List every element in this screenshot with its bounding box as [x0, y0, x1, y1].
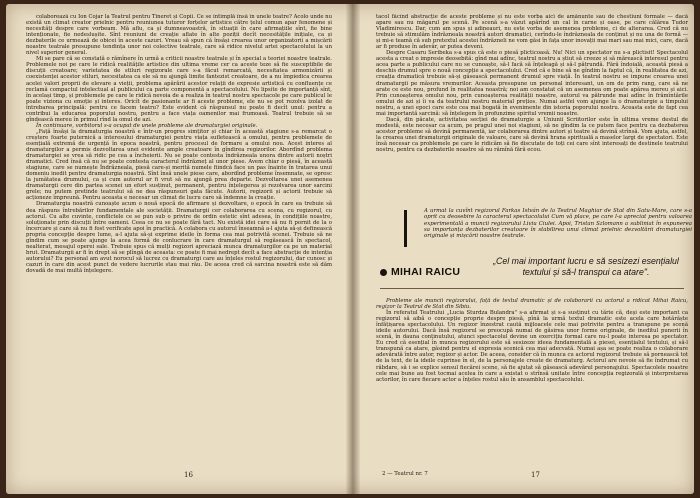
right-paragraph-italic: Probleme ale muncii regizorului, față de textul dramatic și de colaborarii cu actorul a ridicat Mihai Raicu, regizor la Teatrul de Stat din Sibiu. — [376, 298, 688, 311]
left-page-number: 16 — [184, 471, 193, 479]
pull-quote: „Cel mai important lucru e să sesizezi esențialul textului și să-l transpui ca atare". — [493, 256, 679, 277]
bullet-icon — [380, 269, 387, 276]
right-page — [360, 4, 694, 494]
footer-label: 2 — Teatrul nr. 7 — [382, 471, 428, 477]
right-paragraph: În referatul Teatrului „Lucia Sturdza Bulandra" s-a afirmat și s-a susținut cu tărie că, deși este important ca regizorul să aibă o concepție proprie despre piesă, pînă la urmă textul dramatic este acela care hotărăște înfățișarea spectacolului. Un regizor înzestrat caută mijloacele cele mai potrivite pentru a transpune pe scenă ideile autorului. Dacă însă regizorul se preocupă numai de găsirea unor forme originale, de ineditul punerii în scenă, în dauna conținutului, atunci spectacolul devine un exercițiu formal care nu-l poate interesa pe spectator. Eu cred că esențial în munca regizorului este să sesizeze ideea fundamentală a piesei, esențialul textului, și să-l transpună ca atare, găsind pentru el expresia scenică cea mai adecvată. Numai așa se poate realiza o colaborare adevărată între autor, regizor și actor. De aceea, consider că în munca cu actorul regizorul trebuie să pornească tot de la text, de la ideile cuprinse în el, de la personajele create de dramaturg. Actorul are nevoie să fie îndrumat cu răbdare, să i se explice sensul fiecărei scene, să fie ajutat să găsească adevărul personajului. Spectacolele noastre cele mai bune au fost tocmai acelea în care a existat o strînsă unitate între concepția regizorală și interpretarea actorilor, în care fiecare actor a înțeles rostul său în ansamblul spectacolului. — [376, 310, 688, 383]
left-paragraph: colaborează cu Ion Cojar la Teatrul pentru Tineret și Copii. Ce se întîmplă însă în unele teatre? Acolo unde nu există un climat creator prielnic pentru reuniunea tuturor forțelor artistice către țelul comun apar fenomene și necesități despre care vorbeam. Mă aflu, ca și dumneavoastră, în situații în care afirmațiile sînt, fie bine intenționate, fie nedeslușite. Sînt reuniuni de creație aflate în alte poziții decît necesitățile inițiale, ca și dezbaterile ce urmează de obicei în aceste cazuri. Vreau să spun că însăși crearea unor organizatorii a mișcării noastre teatrale presupune tendința unor noi colective teatrale, care să ridice nivelul artei spectacolului la un nivel superior general. — [26, 14, 332, 57]
right-column-bottom-text — [376, 298, 688, 482]
book-spread — [6, 4, 694, 494]
left-paragraph: Dramaturgia noastră cunoaște acum o nouă epocă de afirmare și dezvoltare, o epocă în care ea trebuie să dea răspuns întrebărilor fundamentale ale societății. Dramaturgii cer colaborarea cu scena, cu regizorul, cu actorul. Cu alte cuvinte, conflictele ce se pun sub o privire de ordin estetic sînt adesea, în condițiile noastre, soluționate prin discuții între oameni. Ceea ce nu se poate fără tact. Nu există idei care să nu fi pornit de la o încercare și care să nu fi fost verificate apoi în practică. A colabora cu autorul înseamnă a-l ajuta să-și definească propria concepție despre lume, a-l ajuta să-și exprime ideile în forma cea mai potrivită scenei. Trebuie să ne gîndim cum se poate ajunge la acea formă de conlucrare în care dramaturgul să regăsească în spectacol, nealterat, mesajul operei sale. Trebuie spus că mulți regizori apreciază munca dramaturgilor ca pe un material brut. Dramaturgii ar fi în drept să se plîngă de aceasta: ce poate fi mai nedrept decît a face abstracție de intenția autorului? Eu personal am avut norocul să lucrez cu dramaturgi care au înțeles rostul regizorului, dar cunosc și cazuri în care din acest punct de vedere lucrurile stau mai rău. De aceea cred că sarcina noastră este să dăm dovadă de mai multă înțelegere. — [26, 201, 332, 274]
right-page-number: 17 — [531, 471, 540, 479]
author-heading — [380, 262, 460, 282]
right-paragraph: Dacă, din păcate, activitatea secției de dramaturgie a Uniunii Scriitorilor este în ultima vreme destul de modestă, este necesar ca acum, pe pragul unei noi stagiuni, să ne gîndim la ce putem face pentru ca dezbaterea acestor probleme să devină permanentă, iar colaborarea dintre autori și teatre să devină strînsă. Vom ajuta, astfel, la crearea unei dramaturgii originale de valoare, care să devină hrana spirituală a maselor largi de spectatori. Este însă necesar ca problemele pe care le ridicăm să fie discutate de toți cei care sînt interesați de destinele teatrului nostru, pentru ca dezbaterile noastre să nu rămînă fără ecou. — [376, 116, 688, 154]
left-paragraph: Mi se pare că se constată o rămînere în urmă a criticii noastre teatrale și în special a teoriei noastre teatrale. Problemele noi pe care le ridică realitățile artistice din ultima vreme cer ca aceste teze să fie susceptibile de discuții creatoare; varietatea de stiluri regizorale care s-a făcut remarcată, necesitatea armonizării și coexistenței acestor stiluri, necesitatea ca ele să nu ajungă limite fantezist creatoare, de a nu împiedica crearea acelei valori proprii de elevare a vieții, problema apărării acestor relații de expresie artistică cu confluențe ce reclamă compactul intelectual al publicului ca parte componentă a spectacolului. Nu lipsite de importanță sînt, în același timp, și problemele pe care le ridică nevoia de a realiza în teatrul nostru spectacole pe care publicul le poate viziona cu emoție și interes. Oricît de pasionante ar fi aceste probleme, ele nu se pot rezolva izolat de întrebarea principală: pentru ce facem teatru? Este evident că răspunsul nu poate fi decît unul: pentru a contribui la educarea poporului nostru, pentru a face viața oamenilor mai frumoasă. Teatrul trebuie să se gîndească mereu în primul rînd la omul de azi. — [26, 56, 332, 123]
left-paragraph: „Față însăși la dramaturgia noastră e într-un progres simțitor și chiar în această stagiune s-a remarcat o creștere foarte puternică a interesului dramaturgiei pentru viața sufletească a omului, pentru problemele de esențială extremă de urgență în epoca noastră, pentru procesul de formare a omului nou. Acest interes al dramaturgilor a permis dezvoltarea unei evidente ample creatoare în gîndirea regizorilor. Abordînd problema dramaturgiei se vrea să ridic pe cea a încheierii. Nu se poate contesta îndrăzneala unora dintre autorii noștri dramatici. Cred însă că nu se poate contesta caracterul îndrăzneț al unor piese. Avem chiar o piesă, în această stagiune, care se numește Îndrăzneala, piesă care-și merită numele fiindcă face un pas înainte în tratarea unui domeniu inedit pentru dramaturgia noastră. Sînt însă unele piese care, abordînd probleme însemnate, se opresc la jumătatea drumului, ca și cum autorul ar fi vrut să nu ajungă prea departe. Dezvoltarea unei asemenea dramaturgii cere din partea scenei un efort susținut, permanent, pentru înțelegerea și rezolvarea unor sarcini grele; nu putem pretinde teatrului să ne dea răspunsuri gata făcute. Autorii, regizorii și actorii trebuie să acționeze împreună. Pentru aceasta e necesar un climat de lucru care să îndemne la creație. — [26, 128, 332, 202]
left-paragraph-italic: În continuare, vorbitorul s-a ocupat de unele probleme ale dramaturgiei originale. — [36, 122, 258, 129]
note-bar — [404, 210, 407, 247]
right-paragraph: Despre Casaru Seribeka s-a spus că este o piesă plicticoasă. Nu! Nici un spectator nu s-a plictisit! Spectacolul acesta a creat o impresie deosebită: gînd mai adînc, teatrul nostru a știut să creeze și să mărească interesul pentru acea parte a publicului care nu se cunoaște, să-l facă să înțeleagă și să-l pătrundă. Fără îndoială, această piesă a deschis drumul spre o nouă concepție a spectacolului. Cred că e bine să ne gîndim la faptul că, în realitatea de azi, creația dramatică trebuie să-și găsească permanent drumul spre viață. În teatrul nostru se impune crearea unei dramaturgii pe măsura vremurilor. Aceasta presupune un personal interesant, un om de prim rang, care să ne arate ce este nou, profund în realitatea noastră; noi am constatat că un asemenea om poate apărea mereu și aici. Prin cunoașterea omului nou, prin cunoașterea realității noastre, autorul va pătrunde mai adînc în frămîntările omului de azi și îi va da teatrului nostru material prețios. Numai astfel vom ajunge la o dramaturgie a timpului nostru, a unei epoci care este cea mai bogată în evenimente din istoria poporului nostru. Aceasta este de fapt cea mai importantă sarcină: să înțelegem în profunzime spiritul vremii noastre. — [376, 50, 688, 117]
right-paragraph: tacol făcînd abstracție de aceste probleme și nu este vorba aici de amănunte sau de chestiuni formale — dacă apare sau nu măgarul pe scenă. Pe scenă s-a văzut apărînd un cal în carne și oase, pe care călărea Tudor Vladimirescu. Dar, cum am spus și adineauri, nu este vorba de asemenea probleme, ci de alterarea. Cred că nu trebuie să stimulăm îndrăzneala noastră autori dramatici, cerîndu-le îndrăzneala de conținut și nu una de formă — și mi-e teamă că sub pretextul acestei îndrăzneli ne vom găsi în fața unor inovații mai mari sau mai mici, care, dacă ar fi produse în adevăr, ar putea deveni. — [376, 14, 688, 51]
author-name: MIHAI RAICU — [391, 266, 461, 278]
book-gutter — [346, 4, 360, 494]
left-page — [6, 4, 346, 494]
right-column-top-text — [376, 14, 688, 207]
left-column-text — [26, 14, 332, 439]
section-divider — [380, 288, 684, 289]
note-text: A urmat la cuvînt regizorul Farkas István de la Teatrul Maghiar de Stat din Satu-Mare, care s-a oprit cu deosebire la caracterul spectacolului Cum vă place, pe care l-a apreciat pentru valoarea experimentală a muncii regizorului Liviu Ciulei. Apoi, Tristan Szlomann a subliniat în expunerea sa importanța dezbaterilor creatoare în stabilirea unui climat prielnic dezvoltării dramaturgiei originale și mișcării noastre teatrale. — [424, 208, 692, 240]
